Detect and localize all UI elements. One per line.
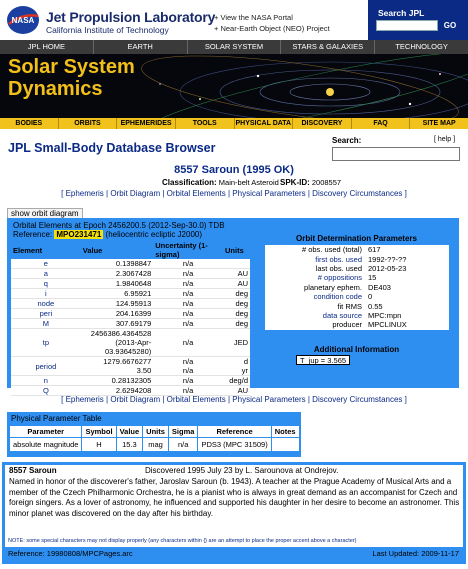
nav-physical-data[interactable]: PHYSICAL DATA	[235, 120, 292, 127]
table-row: period 1279.6676277 3.50 n/a n/a d yr	[11, 357, 250, 376]
nav-site-map[interactable]: SITE MAP	[422, 120, 456, 127]
header-links	[214, 12, 330, 34]
table-row: a 2.3067428 n/a AU	[11, 269, 250, 279]
table-row: last obs. used 2012-05-23	[265, 264, 449, 273]
table-row: condition code 0	[265, 292, 449, 301]
table-row: data source MPC:mpn	[265, 311, 449, 320]
svg-text:NASA: NASA	[11, 16, 35, 25]
table-row: node 124.95913 n/a deg	[11, 299, 250, 309]
ssd-banner	[0, 54, 468, 118]
orbit-determination-title: Orbit Determination Parameters	[296, 234, 417, 243]
additional-info-title: Additional Information	[313, 345, 400, 354]
ssd-nav	[0, 118, 468, 129]
sbdb-search-input[interactable]	[332, 147, 460, 161]
citation-name: 8557 Saroun	[9, 466, 57, 475]
section-links-bottom[interactable]: [ Ephemeris | Orbit Diagram | Orbital Elements | Physical Parameters | Discovery Circumstances ]	[61, 395, 407, 404]
nav-earth[interactable]: EARTH	[94, 40, 188, 54]
physical-parameters-panel	[7, 412, 301, 457]
sbdb-search-label: Search:	[332, 136, 362, 145]
jpl-search-input[interactable]	[376, 20, 438, 31]
table-row: n 0.28132305 n/a deg/d	[11, 376, 250, 386]
jpl-search-go-button[interactable]: GO	[443, 21, 457, 30]
lab-name[interactable]: Jet Propulsion Laboratory	[46, 9, 216, 25]
show-orbit-diagram-button[interactable]: show orbit diagram	[7, 208, 83, 219]
table-row: fit RMS 0.55	[265, 301, 449, 310]
jpl-search-label: Search JPL	[378, 8, 425, 18]
table-row: producer MPCLINUX	[265, 320, 449, 329]
nasa-portal-link[interactable]: + View the NASA Portal	[214, 13, 293, 22]
table-row: # obs. used (total) 617	[265, 245, 449, 254]
citation-reference: Reference: 19980808/MPCPages.arc	[8, 549, 133, 558]
table-row: first obs. used 1992-??-??	[265, 254, 449, 263]
nav-ephemerides[interactable]: EPHEMERIDES	[117, 118, 176, 129]
section-links-top[interactable]: [ Ephemeris | Orbit Diagram | Orbital Elements | Physical Parameters | Discovery Circumstances ]	[61, 189, 407, 198]
neo-project-link[interactable]: + Near-Earth Object (NEO) Project	[214, 24, 330, 33]
table-row: M 307.69179 n/a deg	[11, 319, 250, 329]
citation-body: Named in honor of the discoverer's father, Jaroslav Saroun (b. 1943). A teacher at the Prague Academy of Musical Arts and a member of the Czech Philharmonic Orchestra, he is a pianist who is always in great demand as an accompanist for Czech and foreign singers. As a lover of astronomy, he influenced and supported his daughter in her desire to become an astronomer. This minor planet was discovered on the day after his birthday.	[9, 477, 460, 518]
table-row: q 1.9840648 n/a AU	[11, 279, 250, 289]
classification: Classification: Main-belt Asteroid	[162, 178, 279, 187]
table-row: planetary ephem. DE403	[265, 283, 449, 292]
nasa-logo[interactable]	[6, 5, 40, 35]
last-updated: Last Updated: 2009-11-17	[372, 549, 459, 558]
classification-value[interactable]: Main-belt Asteroid	[218, 178, 279, 187]
table-row: i 6.95921 n/a deg	[11, 289, 250, 299]
banner-title: Solar System Dynamics	[8, 56, 135, 100]
character-note: NOTE: some special characters may not display properly (any characters within {} are an attempt to place the proper accent above a character)	[5, 537, 463, 546]
spk-id: SPK-ID: 2008557	[280, 178, 342, 187]
table-row: tp 2456386.4364528 (2013-Apr-03.93645280) n/a JED	[11, 329, 250, 357]
orbital-elements-table: Element Value Uncertainty (1-sigma) Units e 0.1398847 n/a a 2.3067428 n/a AU q 1.9840648 n/a AU i 6.95921 n/a deg node 124.95913 n/a deg peri 204.16399 n/a deg M 307.69179 n/a deg tp 2456386.4364528 (2013-Apr-03.93645280) n/a JED period 1279.6676277 3.50 n/a n/a d yr n 0.28132305 n/a deg/d Q 2.6294208 n/a AU	[13, 241, 248, 396]
nav-technology[interactable]: TECHNOLOGY	[395, 42, 448, 51]
table-row: absolute magnitude H 15.3 mag n/a PDS3 (MPC 31509)	[10, 438, 300, 452]
top-nav	[0, 40, 468, 54]
page-title: JPL Small-Body Database Browser	[8, 141, 216, 155]
nav-stars-galaxies[interactable]: STARS & GALAXIES	[281, 40, 375, 54]
nav-jpl-home[interactable]: JPL HOME	[0, 40, 94, 54]
nav-discovery[interactable]: DISCOVERY	[293, 118, 352, 129]
object-name: 8557 Saroun (1995 OK)	[174, 164, 294, 176]
nav-orbits[interactable]: ORBITS	[59, 118, 118, 129]
orbital-elements-heading: Orbital Elements at Epoch 2456200.5 (2012-Sep-30.0) TDB	[13, 221, 225, 230]
table-row: peri 204.16399 n/a deg	[11, 309, 250, 319]
nav-bodies[interactable]: BODIES	[0, 118, 59, 129]
orbit-reference-link[interactable]: MPO231471	[56, 230, 102, 239]
discovery-text: Discovered 1995 July 23 by L. Sarounova at Ondrejov.	[145, 466, 339, 475]
nav-solar-system[interactable]: SOLAR SYSTEM	[188, 40, 282, 54]
site-header	[0, 0, 468, 40]
table-row: # oppositions 15	[265, 273, 449, 282]
tjup-value[interactable]: T_jup = 3.565	[296, 355, 350, 365]
nav-faq[interactable]: FAQ	[352, 118, 411, 129]
table-row: e 0.1398847 n/a	[11, 259, 250, 269]
institute-name[interactable]: California Institute of Technology	[46, 25, 169, 35]
orbit-reference: Reference: MPO231471 (heliocentric ecliptic J2000)	[13, 230, 203, 239]
physical-parameters-heading: Physical Parameter Table	[11, 414, 102, 423]
jpl-search-box	[368, 0, 468, 40]
discovery-citation-panel	[2, 462, 466, 564]
table-row: Q 2.6294208 n/a AU	[11, 386, 250, 396]
physical-parameters-table: Parameter Symbol Value Units Sigma Reference Notes absolute magnitude H 15.3 mag n/a PDS3 (MPC 31509)	[9, 425, 300, 452]
orbit-determination-table	[265, 245, 449, 330]
help-link[interactable]: [ help ]	[434, 136, 456, 143]
nav-tools[interactable]: TOOLS	[176, 118, 235, 129]
orbital-elements-panel	[7, 218, 459, 396]
citation-footer	[5, 547, 463, 561]
